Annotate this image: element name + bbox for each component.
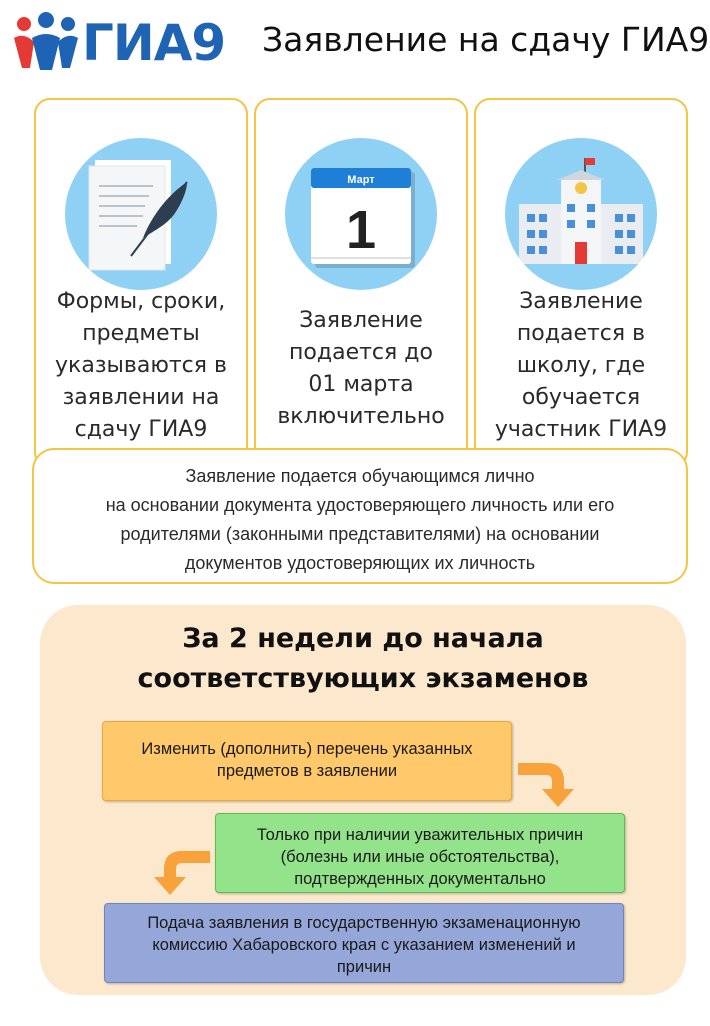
- arrow-down-right-icon: [516, 755, 582, 811]
- document-feather-icon: [65, 138, 217, 290]
- card-school: [474, 98, 688, 468]
- school-building-icon: [505, 138, 657, 290]
- calendar-day: 1: [345, 200, 377, 260]
- calendar-month: Март: [347, 174, 375, 186]
- step-change-subjects: Изменить (дополнить) перечень указанных предметов в заявлении: [102, 721, 512, 801]
- changes-panel: [40, 605, 686, 995]
- gia9-logo: [10, 10, 226, 76]
- card-deadline-text: Заявление подается до 01 марта включительно: [277, 308, 445, 429]
- card-school-text: Заявление подается в школу, где обучается участник ГИА9: [494, 289, 668, 442]
- info-box: Заявление подается обучающимся лично на основании документа удостоверяющего личность или его родителями (законными представителями) на основании документов удостоверяющих их личность: [32, 448, 688, 584]
- logo-text: ГИА9: [82, 14, 226, 72]
- changes-title: За 2 недели до начала соответствующих экзаменов: [137, 623, 589, 694]
- card-forms: [34, 98, 248, 468]
- step-submit-application: Подача заявления в государственную экзаменационную комиссию Хабаровского края с указанием изменений и причин: [104, 903, 624, 983]
- card-deadline: [254, 98, 468, 468]
- arrow-down-left-icon: [146, 843, 212, 899]
- page-title: Заявление на сдачу ГИА9: [262, 20, 710, 59]
- step-valid-reasons: Только при наличии уважительных причин (болезнь или иные обстоятельства), подтвержденных документально: [215, 813, 625, 893]
- people-logo-icon: [10, 12, 82, 74]
- calendar-icon: [285, 138, 437, 290]
- card-forms-text: Формы, сроки, предметы указываются в заявлении на сдачу ГИА9: [55, 289, 227, 442]
